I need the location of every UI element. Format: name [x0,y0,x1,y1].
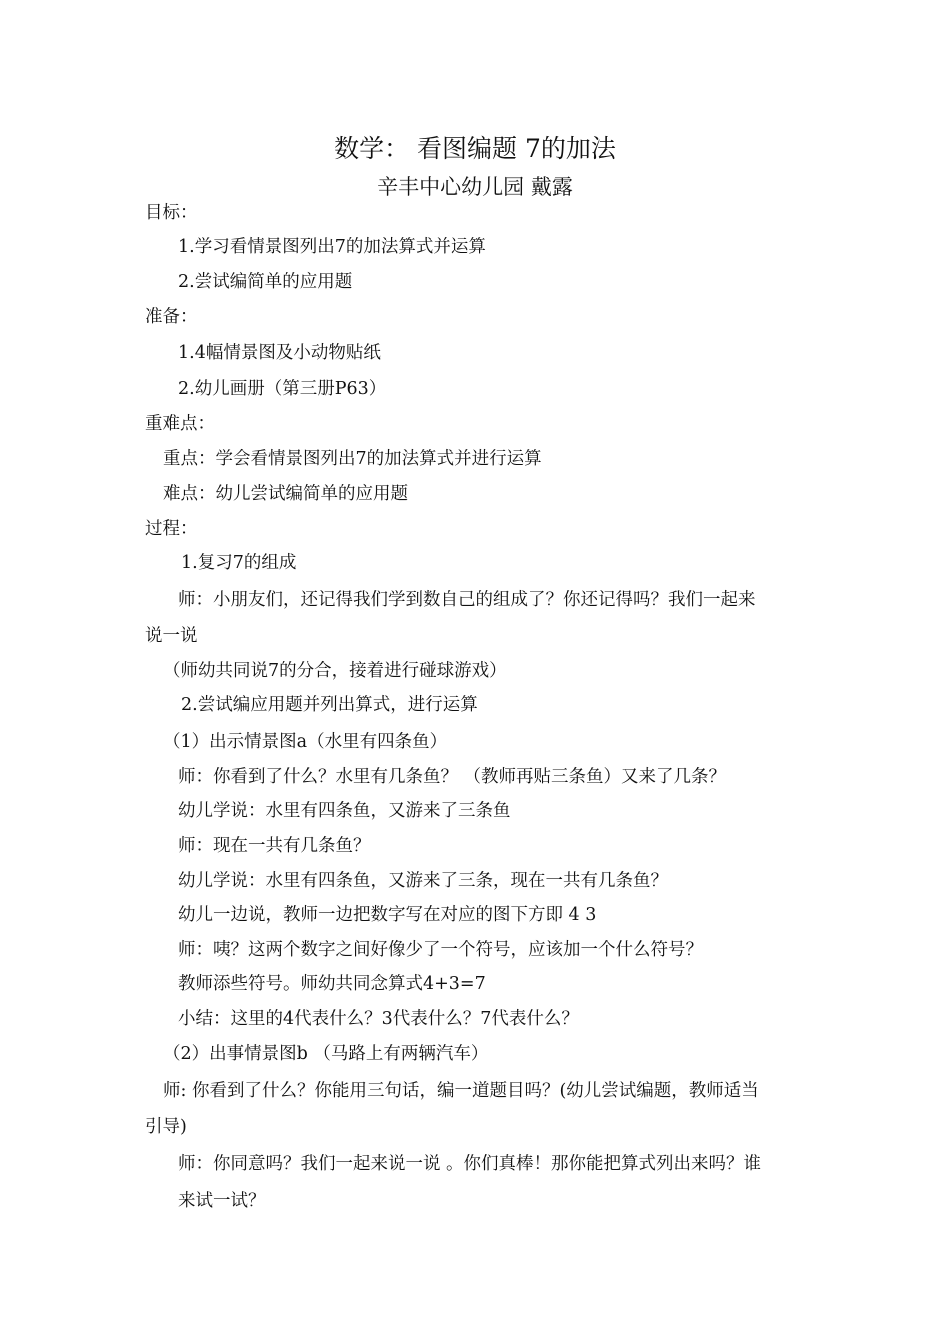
paragraph-line: 幼儿一边说，教师一边把数字写在对应的图下方即 4 3 [178,905,597,925]
section-heading-preparation: 准备： [145,307,198,327]
paragraph-line: 1.4幅情景图及小动物贴纸 [178,343,381,363]
paragraph-line: （2）出事情景图b （马路上有两辆汽车） [163,1044,489,1064]
paragraph-line: 2.尝试编简单的应用题 [178,272,353,292]
section-heading-goals: 目标： [145,203,198,223]
paragraph-line: 幼儿学说：水里有四条鱼，又游来了三条，现在一共有几条鱼？ [178,871,668,891]
document-subtitle: 辛丰中心幼儿园 戴露 [377,175,573,199]
paragraph-line: 师: 你看到了什么？你能用三句话，编一道题目吗？(幼儿尝试编题，教师适当 [163,1081,759,1101]
paragraph-line: （1）出示情景图a（水里有四条鱼） [163,732,448,752]
paragraph-line: 师：你看到了什么？水里有几条鱼？ （教师再贴三条鱼）又来了几条？ [178,767,727,787]
paragraph-line: 2.幼儿画册（第三册P63） [178,379,387,399]
paragraph-line: 1.复习7的组成 [181,553,297,573]
paragraph-line: 师：现在一共有几条鱼？ [178,836,371,856]
paragraph-line: 师：小朋友们，还记得我们学到数自己的组成了？你还记得吗？我们一起来 [178,590,756,610]
paragraph-line: 幼儿学说：水里有四条鱼，又游来了三条鱼 [178,801,511,821]
paragraph-line: 2.尝试编应用题并列出算式，进行运算 [181,695,478,715]
paragraph-line: 师：咦？这两个数字之间好像少了一个符号，应该加一个什么符号？ [178,940,703,960]
section-heading-key-points: 重难点： [145,414,215,434]
document-title: 数学： 看图编题 7的加法 [334,134,616,163]
paragraph-line: 重点：学会看情景图列出7的加法算式并进行运算 [163,449,542,469]
paragraph-line: 来试一试？ [178,1191,266,1211]
paragraph-line: 难点：幼儿尝试编简单的应用题 [163,484,408,504]
paragraph-line: 小结：这里的4代表什么？3代表什么？7代表什么？ [178,1009,579,1029]
section-heading-process: 过程： [145,519,198,539]
paragraph-line: 师：你同意吗？我们一起来说一说 。你们真棒！那你能把算式列出来吗？谁 [178,1154,762,1174]
paragraph-line: 引导) [145,1117,187,1137]
paragraph-line: 1.学习看情景图列出7的加法算式并运算 [178,237,486,257]
paragraph-line: 说一说 [145,626,198,646]
paragraph-line: 教师添些符号。师幼共同念算式4+3=7 [178,974,486,994]
paragraph-line: （师幼共同说7的分合，接着进行碰球游戏） [163,661,507,681]
